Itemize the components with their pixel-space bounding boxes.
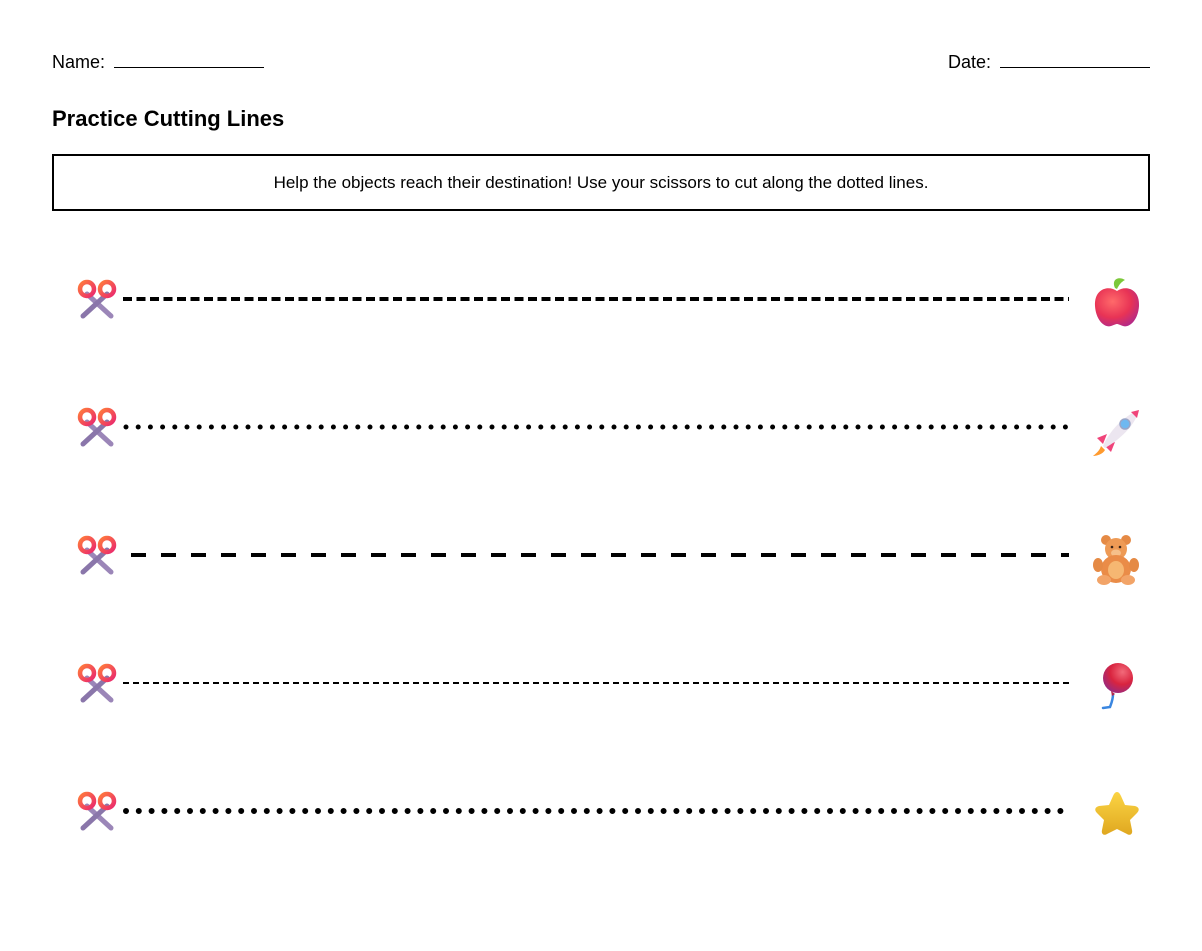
cutting-line-thin-dash[interactable]: [123, 680, 1069, 686]
cut-row-1: [75, 276, 1145, 332]
cut-row-3: [75, 532, 1145, 588]
cut-row-4: [75, 660, 1145, 716]
cutting-line-long-dash[interactable]: [123, 552, 1069, 558]
instructions-box: [52, 154, 1150, 211]
date-field: [948, 50, 1150, 74]
scissors-icon: [75, 534, 119, 578]
scissors-icon: [75, 790, 119, 834]
cut-row-5: [75, 788, 1145, 844]
scissors-icon: [75, 406, 119, 450]
balloon-icon: [1089, 660, 1145, 716]
scissors-icon: [75, 662, 119, 706]
cutting-line-large-dots[interactable]: [123, 808, 1069, 814]
cutting-line-dashed[interactable]: [123, 296, 1069, 302]
header-row: [52, 50, 1150, 74]
star-icon: [1089, 788, 1145, 844]
page-title: Practice Cutting Lines: [52, 106, 285, 131]
cut-row-2: [75, 404, 1145, 460]
name-label: Name:: [52, 52, 106, 72]
name-blank-line[interactable]: [114, 66, 264, 68]
date-label: Date:: [947, 52, 991, 72]
scissors-icon: [75, 278, 119, 322]
rocket-icon: [1089, 404, 1145, 460]
instructions-text: Help the objects reach their destination! Use your scissors to cut along the dotted lines.: [273, 172, 929, 192]
cutting-line-dotted[interactable]: [123, 424, 1069, 430]
date-blank-line[interactable]: [1000, 66, 1150, 68]
apple-icon: [1089, 276, 1145, 332]
name-field: [52, 50, 264, 74]
teddy-bear-icon: [1089, 532, 1145, 588]
